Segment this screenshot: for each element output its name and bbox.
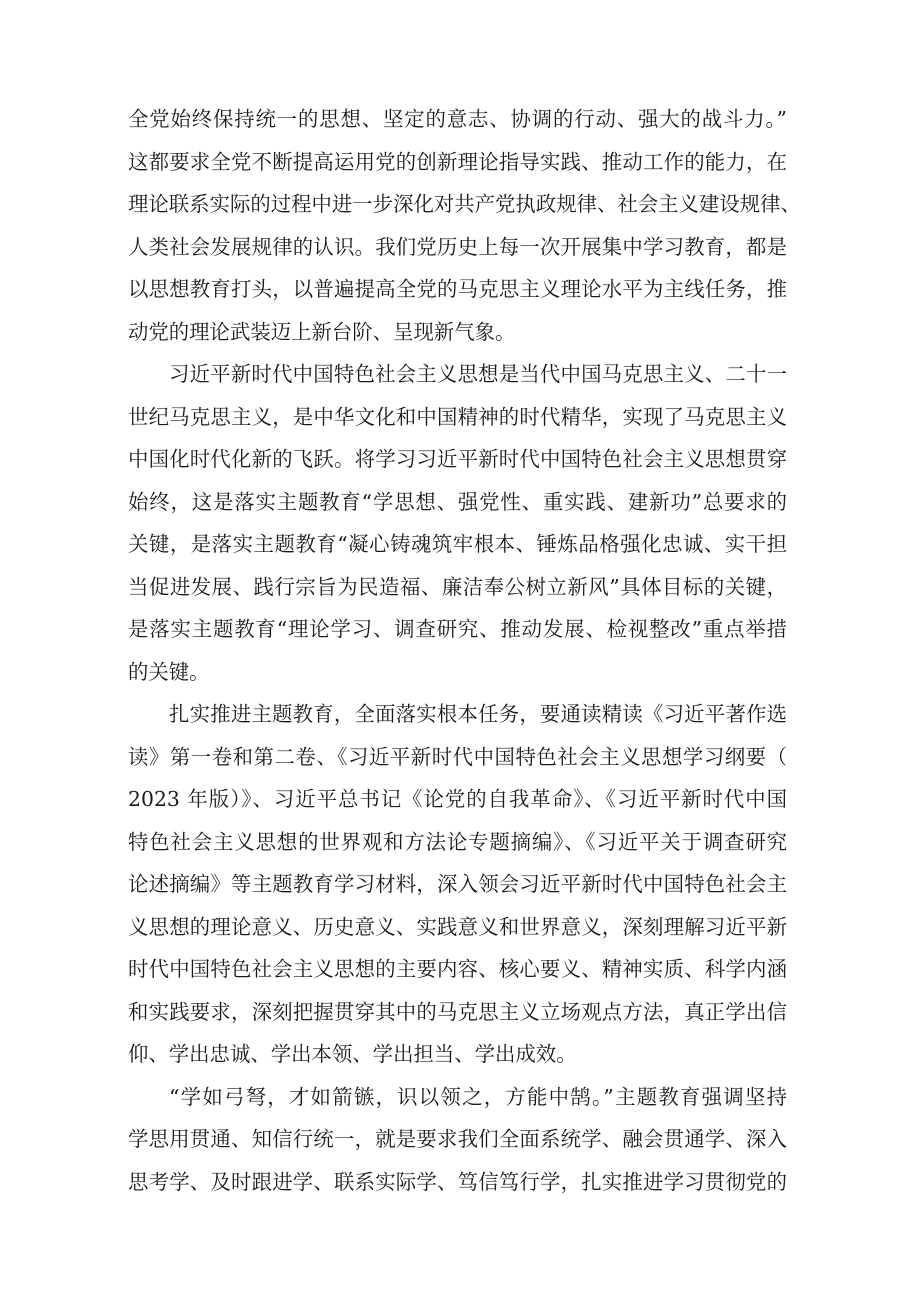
paragraph [128, 693, 787, 1076]
paragraph [128, 1076, 787, 1204]
text-line: 全党始终保持统一的思想、坚定的意志、协调的行动、强大的战斗力。” [128, 107, 787, 131]
text-line: 时代中国特色社会主义思想的主要内容、核心要义、精神实质、科学内涵 [128, 957, 787, 981]
text-line: 这都要求全党不断提高运用党的创新理论指导实践、推动工作的能力，在 [128, 149, 787, 174]
paragraph [128, 353, 787, 693]
text-line: 2023 年版）》、习近平总书记《论党的自我革命》、《习近平新时代中国 [128, 787, 787, 811]
text-line: 是落实主题教育“理论学习、调查研究、推动发展、检视整改”重点举措 [128, 617, 787, 641]
text-line: 以思想教育打头，以普遍提高全党的马克思主义理论水平为主线任务，推 [128, 277, 787, 301]
text-line: 扎实推进主题教育，全面落实根本任务，要通读精读《习近平著作选 [169, 702, 787, 726]
text-line: “学如弓弩，才如箭镞，识以领之，方能中鹄。”主题教育强调坚持 [169, 1084, 787, 1109]
text-line: 当促进发展、践行宗旨为民造福、廉洁奉公树立新风”具体目标的关键， [128, 574, 787, 599]
paragraph [128, 98, 801, 353]
text-line: 习近平新时代中国特色社会主义思想是当代中国马克思主义、二十一 [169, 362, 787, 386]
text-line: 人类社会发展规律的认识。我们党历史上每一次开展集中学习教育，都是 [128, 234, 787, 259]
text-line: 仰、学出忠诚、学出本领、学出担当、学出成效。 [128, 1042, 577, 1066]
text-line: 思考学、及时跟进学、联系实际学、笃信笃行学，扎实推进学习贯彻党的 [128, 1169, 787, 1194]
text-line: 动党的理论武装迈上新台阶、呈现新气象。 [128, 319, 516, 344]
text-line: 关键，是落实主题教育“凝心铸魂筑牢根本、锤炼品格强化忠诚、实干担 [128, 532, 787, 556]
text-line: 的关键。 [128, 659, 210, 684]
text-line: 义思想的理论意义、历史意义、实践意义和世界意义，深刻理解习近平新 [128, 914, 787, 939]
text-line: 论述摘编》等主题教育学习材料，深入领会习近平新时代中国特色社会主 [128, 872, 787, 896]
text-line: 和实践要求，深刻把握贯穿其中的马克思主义立场观点方法，真正学出信 [128, 999, 787, 1024]
text-line: 始终，这是落实主题教育“学思想、强党性、重实践、建新功”总要求的 [128, 489, 787, 514]
text-line: 理论联系实际的过程中进一步深化对共产党执政规律、社会主义建设规律、 [128, 192, 801, 216]
text-line: 学思用贯通、知信行统一，就是要求我们全面系统学、融会贯通学、深入 [128, 1127, 787, 1151]
text-line: 特色社会主义思想的世界观和方法论专题摘编》、《习近平关于调查研究 [128, 829, 787, 854]
text-line: 中国化时代化新的飞跃。将学习习近平新时代中国特色社会主义思想贯穿 [128, 447, 787, 471]
text-line: 读》第一卷和第二卷、《习近平新时代中国特色社会主义思想学习纲要（ [128, 744, 787, 769]
document-page [128, 98, 801, 1203]
text-line: 世纪马克思主义，是中华文化和中国精神的时代精华，实现了马克思主义 [128, 404, 787, 429]
